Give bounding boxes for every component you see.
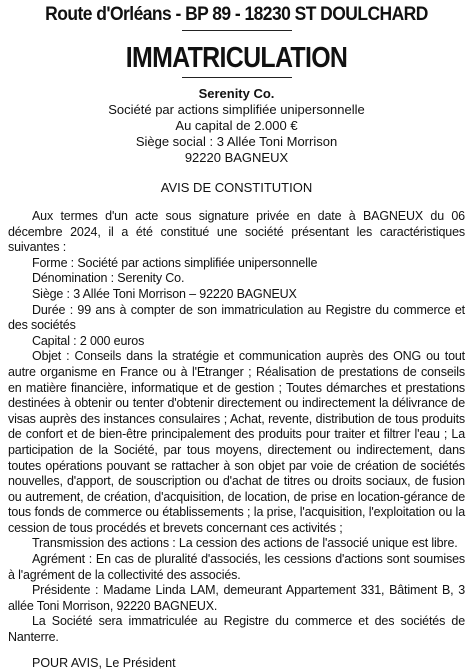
paragraph-duration: Durée : 99 ans à compter de son immatriculation au Registre du commerce et des sociétés [8,302,465,333]
company-city: 92220 BAGNEUX [184,150,289,165]
section-title: IMMATRICULATION [125,42,348,74]
company-seat: Siège social : 3 Allée Toni Morrison [135,134,338,149]
closing-signature: POUR AVIS, Le Président [32,655,176,670]
company-form: Société par actions simplifiée unipersonnelle [108,102,365,117]
company-capital: Au capital de 2.000 € [175,118,298,133]
company-name: Serenity Co. [198,86,275,101]
paragraph-form: Forme : Société par actions simplifiée unipersonnelle [32,255,318,270]
paragraph-intro: Aux termes d'un acte sous signature privée en date à BAGNEUX du 06 décembre 2024, il a été constitué une société présentant les caractéristiques suivantes : [8,209,465,255]
paragraph-name: Dénomination : Serenity Co. [32,271,185,286]
header-divider [182,30,292,31]
company-block [8,86,465,166]
paragraph-registration: La Société sera immatriculée au Registre du commerce et des sociétés de Nanterre. [8,614,465,645]
notice-body [8,209,465,646]
title-divider [182,77,292,78]
publisher-address: Route d'Orléans - BP 89 - 18230 ST DOULCHARD [45,4,428,25]
notice-title: AVIS DE CONSTITUTION [160,180,313,195]
paragraph-capital: Capital : 2 000 euros [32,333,145,348]
paragraph-transfer: Transmission des actions : La cession des actions de l'associé unique est libre. [32,536,458,551]
paragraph-purpose: Objet : Conseils dans la stratégie et communication auprès des ONG ou tout autre organisme en France ou à l'Etranger ; Réalisation de prestations de conseils en matière financière, informatique et de gestion ; Toutes démarches et prestations destinées à obtenir ou tenter d'obtenir directement ou indirectement la délivrance de visas auprès des instances consulaires ; Achat, revente, distribution de tous produits de confort et de bien-être principalement des produits pour traiter et filtrer l'eau ; La participation de la Société, par tous moyens, directement ou indirectement, dans toutes opérations pouvant se rattacher à son objet par voie de création de sociétés nouvelles, d'apport, de souscription ou d'achat de titres ou droits sociaux, de fusion ou autrement, de création, d'acquisition, de location, de prise en location-gérance de tous fonds de commerce ou établissements ; la prise, l'acquisition, l'exploitation ou la cession de tous procédés et brevets concernant ces activités ; [8,349,465,535]
paragraph-seat: Siège : 3 Allée Toni Morrison – 92220 BAGNEUX [32,286,297,301]
paragraph-president: Présidente : Madame Linda LAM, demeurant Appartement 331, Bâtiment B, 3 allée Toni Morrison, 92220 BAGNEUX. [8,583,465,613]
paragraph-approval: Agrément : En cas de pluralité d'associés, les cessions d'actions sont soumises à l'agrément de la collectivité des associés. [8,552,465,582]
